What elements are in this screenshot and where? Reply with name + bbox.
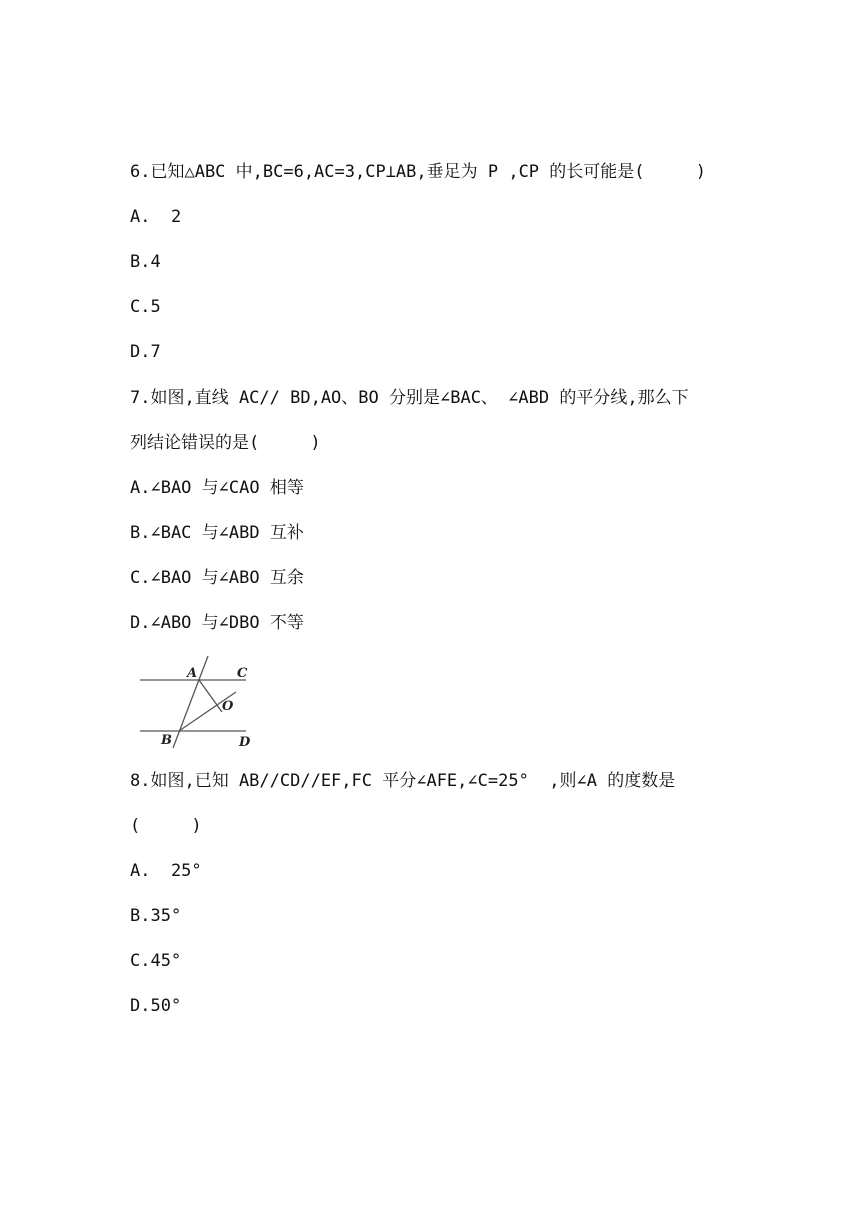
- parallel-lines-diagram: [138, 652, 258, 752]
- question-8-stem-line-2: ( ): [130, 816, 202, 836]
- question-6-option-a: A. 2: [130, 207, 182, 227]
- question-8-option-c: C.45°: [130, 951, 182, 971]
- label-o: O: [222, 699, 234, 714]
- question-8-option-a: A. 25°: [130, 861, 202, 881]
- label-d: D: [239, 735, 251, 750]
- question-7-option-c: C.∠BAO 与∠ABO 互余: [130, 568, 304, 588]
- question-7-figure: [138, 652, 258, 752]
- question-7-stem-line-1: 7.如图,直线 AC// BD,AO、BO 分别是∠BAC、 ∠ABD 的平分线,那么下: [130, 388, 689, 408]
- label-a: A: [187, 666, 198, 681]
- label-c: C: [237, 666, 248, 681]
- question-7-option-d: D.∠ABO 与∠DBO 不等: [130, 613, 304, 633]
- question-6-option-b: B.4: [130, 252, 161, 272]
- question-6-option-d: D.7: [130, 342, 161, 362]
- question-8-option-d: D.50°: [130, 996, 182, 1016]
- question-7-option-a: A.∠BAO 与∠CAO 相等: [130, 478, 304, 498]
- question-8-stem-line-1: 8.如图,已知 AB//CD//EF,FC 平分∠AFE,∠C=25° ,则∠A 的度数是: [130, 771, 676, 791]
- question-6-option-c: C.5: [130, 297, 161, 317]
- question-8-option-b: B.35°: [130, 906, 182, 926]
- label-b: B: [161, 733, 172, 748]
- bisector-ao: [199, 680, 222, 712]
- question-7-option-b: B.∠BAC 与∠ABD 互补: [130, 523, 304, 543]
- question-7-stem-line-2: 列结论错误的是( ): [130, 433, 321, 453]
- question-6-stem: 6.已知△ABC 中,BC=6,AC=3,CP⊥AB,垂足为 P ,CP 的长可能是( ): [130, 162, 706, 182]
